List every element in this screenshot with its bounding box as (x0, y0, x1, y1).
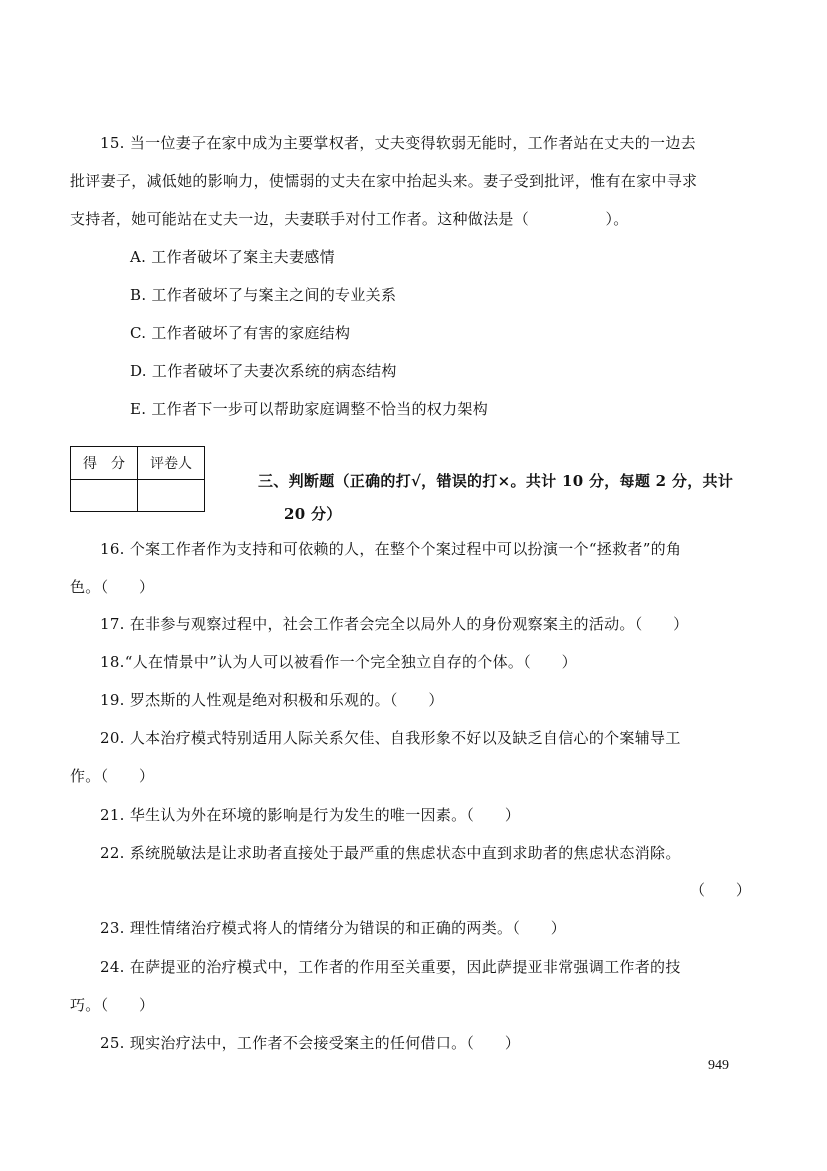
grader-label: 评卷人 (138, 447, 205, 480)
q24-line-2: 巧。（ ） (70, 996, 155, 1014)
q20-line-2: 作。（ ） (70, 767, 155, 785)
q25-line: 25. 现实治疗法中，工作者不会接受案主的任何借口。（ ） (100, 1034, 521, 1052)
q15-line-3: 支持者，她可能站在丈夫一边，夫妻联手对付工作者。这种做法是（ ）。 (70, 210, 629, 228)
q18-line: 18.“人在情景中”认为人可以被看作一个完全独立自存的个体。（ ） (100, 653, 577, 671)
page-number: 949 (708, 1058, 729, 1073)
q22-line-1: 22. 系统脱敏法是让求助者直接处于最严重的焦虑状态中直到求助者的焦虑状态消除。 (100, 844, 681, 862)
q16-line-1: 16. 个案工作者作为支持和可依赖的人，在整个个案过程中可以扮演一个“拯救者”的角 (100, 540, 682, 558)
q15-option-e: E. 工作者下一步可以帮助家庭调整不恰当的权力架构 (130, 400, 488, 418)
q15-line-1: 15. 当一位妻子在家中成为主要掌权者，丈夫变得软弱无能时，工作者站在丈夫的一边去 (100, 134, 696, 152)
score-table (70, 446, 205, 512)
q22-line-2: （ ） (690, 881, 752, 899)
q23-line: 23. 理性情绪治疗模式将人的情绪分为错误的和正确的两类。（ ） (100, 919, 567, 937)
q15-option-c: C. 工作者破坏了有害的家庭结构 (130, 324, 351, 342)
q15-option-d: D. 工作者破坏了夫妻次系统的病态结构 (130, 362, 397, 380)
q19-line: 19. 罗杰斯的人性观是绝对积极和乐观的。（ ） (100, 691, 444, 709)
section-3-heading-line-2: 20 分） (284, 505, 342, 523)
q17-line: 17. 在非参与观察过程中，社会工作者会完全以局外人的身份观察案主的活动。（ ） (100, 615, 689, 633)
score-cell (71, 479, 138, 512)
q15-option-a: A. 工作者破坏了案主夫妻感情 (130, 248, 335, 266)
q24-line-1: 24. 在萨提亚的治疗模式中，工作者的作用至关重要，因此萨提亚非常强调工作者的技 (100, 958, 681, 976)
score-label: 得 分 (71, 447, 138, 480)
q16-line-2: 色。（ ） (70, 578, 155, 596)
grader-cell (138, 479, 205, 512)
q21-line: 21. 华生认为外在环境的影响是行为发生的唯一因素。（ ） (100, 806, 521, 824)
section-3-heading-line-1: 三、判断题（正确的打√，错误的打×。共计 10 分，每题 2 分，共计 (258, 472, 734, 490)
q20-line-1: 20. 人本治疗模式特别适用人际关系欠佳、自我形象不好以及缺乏自信心的个案辅导工 (100, 729, 681, 747)
q15-option-b: B. 工作者破坏了与案主之间的专业关系 (130, 286, 397, 304)
q15-line-2: 批评妻子，减低她的影响力，使懦弱的丈夫在家中抬起头来。妻子受到批评，惟有在家中寻求 (70, 172, 698, 190)
